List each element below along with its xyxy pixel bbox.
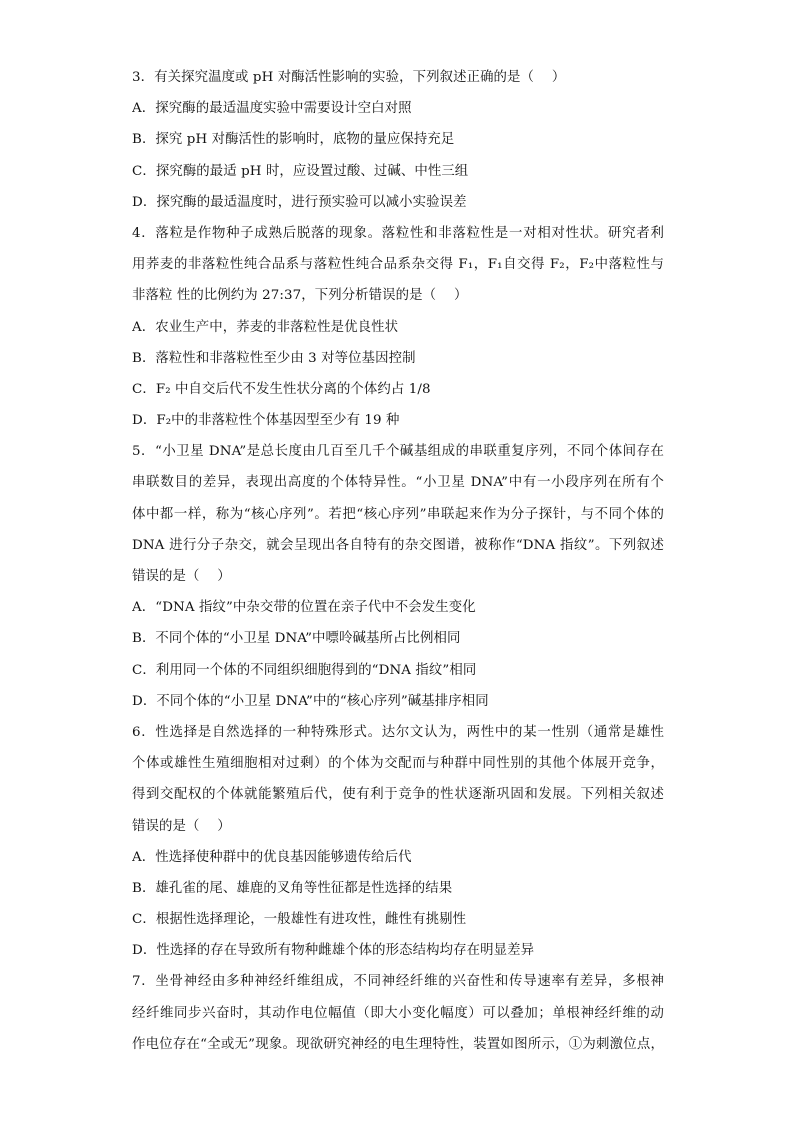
text-line: 串联数目的差异，表现出高度的个体特异性。“小卫星 DNA”中有一小段序列在所有个 xyxy=(132,475,664,491)
text-line: D．不同个体的“小卫星 DNA”中的“核心序列”碱基排序相同 xyxy=(132,693,489,709)
text-line: 4．落粒是作物种子成熟后脱落的现象。落粒性和非落粒性是一对相对性状。研究者利 xyxy=(132,225,664,241)
text-line: C．探究酶的最适 pH 时，应设置过酸、过碱、中性三组 xyxy=(132,163,469,179)
text-line: B．落粒性和非落粒性至少由 3 对等位基因控制 xyxy=(132,350,416,366)
text-line: B．探究 pH 对酶活性的影响时，底物的量应保持充足 xyxy=(132,132,455,148)
text-line: C．利用同一个体的不同组织细胞得到的“DNA 指纹”相同 xyxy=(132,662,477,678)
text-line: 个体或雄性生殖细胞相对过剩）的个体为交配而与种群中同性别的其他个体展开竞争， xyxy=(132,756,664,772)
text-line: 错误的是（ ） xyxy=(132,569,231,584)
text-line: 用荞麦的非落粒性纯合品系与落粒性纯合品系杂交得 F₁，F₁自交得 F₂，F₂中落粒性与 xyxy=(132,257,664,273)
text-line: B．不同个体的“小卫星 DNA”中嘌呤碱基所占比例相同 xyxy=(132,631,461,647)
text-line: C．F₂ 中自交后代不发生性状分离的个体约占 1/8 xyxy=(132,381,431,397)
text-line: D．性选择的存在导致所有物种雌雄个体的形态结构均存在明显差异 xyxy=(132,943,535,959)
text-line: A．性选择使种群中的优良基因能够遗传给后代 xyxy=(132,849,412,865)
text-line: D．F₂中的非落粒性个体基因型至少有 19 种 xyxy=(132,413,400,429)
text-line: 6．性选择是自然选择的一种特殊形式。达尔文认为，两性中的某一性别（通常是雄性 xyxy=(132,724,664,740)
text-line: A．农业生产中，荞麦的非落粒性是优良性状 xyxy=(132,319,399,335)
text-line: DNA 进行分子杂交，就会呈现出各自特有的杂交图谱，被称作“DNA 指纹”。下列叙述 xyxy=(132,537,664,553)
text-line: 3．有关探究温度或 pH 对酶活性影响的实验，下列叙述正确的是（ ） xyxy=(132,70,566,85)
text-line: A．“DNA 指纹”中杂交带的位置在亲子代中不会发生变化 xyxy=(132,600,476,616)
text-line: 经纤维同步兴奋时，其动作电位幅值（即大小变化幅度）可以叠加；单根神经纤维的动 xyxy=(132,1005,664,1021)
text-line: 5．“小卫星 DNA”是总长度由几百至几千个碱基组成的串联重复序列，不同个体间存在 xyxy=(132,444,664,460)
text-line: 错误的是（ ） xyxy=(132,818,231,834)
text-line: 得到交配权的个体就能繁殖后代，使有利于竞争的性状逐渐巩固和发展。下列相关叙述 xyxy=(132,787,664,803)
text-line: 7．坐骨神经由多种神经纤维组成，不同神经纤维的兴奋性和传导速率有差异，多根神 xyxy=(132,974,664,990)
text-line: A．探究酶的最适温度实验中需要设计空白对照 xyxy=(132,101,412,117)
text-line: C．根据性选择理论，一般雄性有进攻性，雌性有挑剔性 xyxy=(132,912,467,928)
question-text-block xyxy=(132,62,664,1060)
text-line: 体中都一样，称为“核心序列”。若把“核心序列”串联起来作为分子探针，与不同个体的 xyxy=(132,506,664,522)
text-line: 非落粒 性的比例约为 27:37，下列分析错误的是（ ） xyxy=(132,288,468,304)
text-line: D．探究酶的最适温度时，进行预实验可以减小实验误差 xyxy=(132,194,467,210)
text-line: B．雄孔雀的尾、雄鹿的叉角等性征都是性选择的结果 xyxy=(132,880,453,896)
text-line: 作电位存在“全或无”现象。现欲研究神经的电生理特性，装置如图所示，①为刺激位点， xyxy=(132,1036,664,1052)
